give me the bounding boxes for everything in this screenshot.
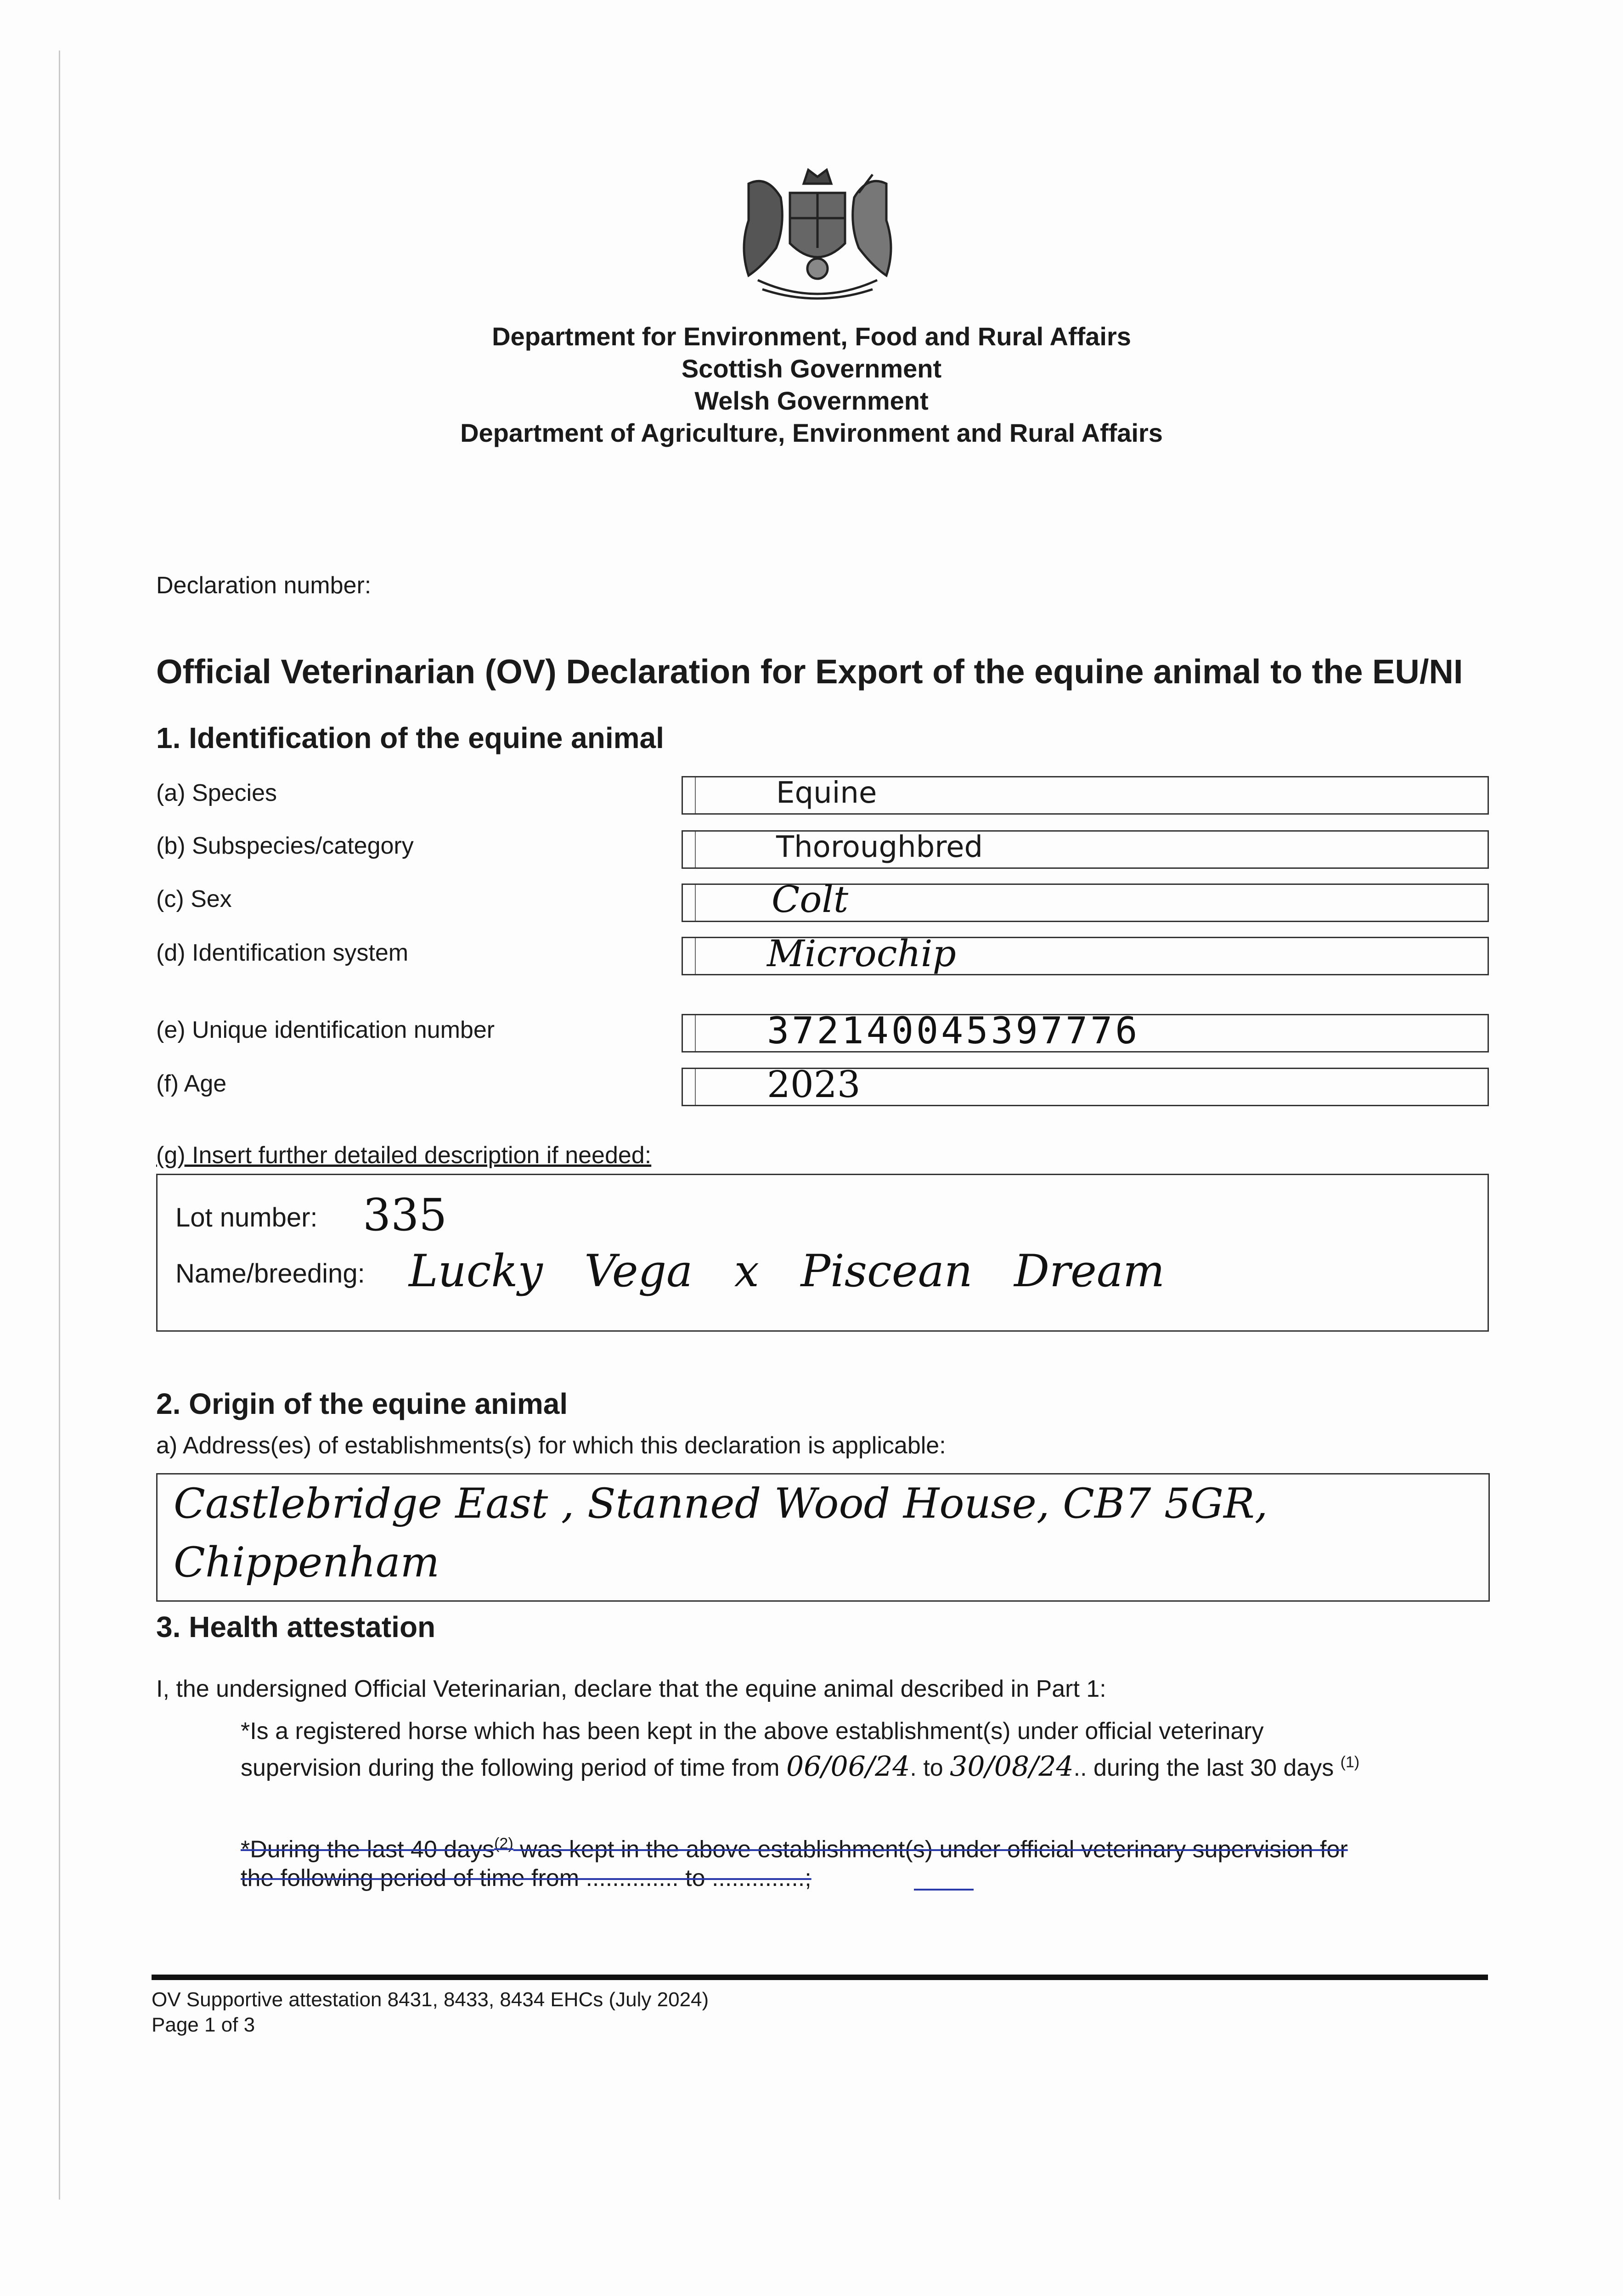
item1-superscript: (1) [1340, 1753, 1360, 1771]
date-to: 30/08/24 [950, 1750, 1074, 1783]
lot-number-label: Lot number: [175, 1203, 318, 1232]
item2-line1 [241, 1835, 1348, 1863]
item2-line1-a: *During the last 40 days [241, 1836, 495, 1863]
section3-heading: 3. Health attestation [156, 1610, 436, 1643]
uid-label: (e) Unique identification number [156, 1017, 495, 1043]
date-from: 06/06/24 [786, 1750, 910, 1783]
address-label: a) Address(es) of establishments(s) for which this declaration is applicable: [156, 1432, 946, 1459]
footer-page-number: Page 1 of 3 [152, 2014, 255, 2036]
section1-heading: 1. Identification of the equine animal [156, 721, 664, 754]
subspecies-label: (b) Subspecies/category [156, 833, 414, 859]
age-value: 2023 [767, 1063, 861, 1106]
id-system-value: Microchip [767, 932, 956, 975]
page-title: Official Veterinarian (OV) Declaration for Export of the equine animal to the EU/NI [156, 653, 1463, 691]
footer-rule [152, 1975, 1488, 1980]
header-dept-defra: Department for Environment, Food and Rural Affairs [492, 322, 1131, 351]
royal-coat-of-arms-icon [721, 156, 914, 317]
item2-line2: the following period of time from .............. to ..............; [241, 1865, 812, 1891]
item2-line1-b: was kept in the above establishment(s) under official veterinary supervision for [513, 1836, 1348, 1863]
id-system-label: (d) Identification system [156, 940, 409, 966]
item1-line2-c: .. during the last 30 days [1073, 1755, 1334, 1781]
species-value: Equine [776, 776, 877, 810]
strikeout-pen-line [914, 1889, 974, 1891]
subspecies-value: Thoroughbred [776, 830, 983, 864]
item1-line2 [241, 1750, 1359, 1783]
species-label: (a) Species [156, 780, 277, 806]
sex-label: (c) Sex [156, 886, 232, 912]
address-line-1: Castlebridge East , Stanned Wood House, CB7 5GR, [174, 1480, 1268, 1528]
header-dept-scottish: Scottish Government [681, 354, 942, 383]
declaration-number-label: Declaration number: [156, 572, 372, 599]
name-breeding-value: Lucky Vega x Piscean Dream [409, 1245, 1165, 1297]
lot-number-value: 335 [363, 1189, 447, 1241]
name-breeding-label: Name/breeding: [175, 1259, 365, 1289]
item1-line2-a: supervision during the following period of time from [241, 1755, 780, 1781]
section2-heading: 2. Origin of the equine animal [156, 1387, 568, 1420]
item2-superscript: (2) [494, 1835, 513, 1852]
address-line-2: Chippenham [174, 1538, 440, 1587]
item1-line2-b: . to [910, 1755, 943, 1781]
health-intro: I, the undersigned Official Veterinarian, declare that the equine animal described in Part 1: [156, 1676, 1106, 1702]
footer-line-1: OV Supportive attestation 8431, 8433, 8434 EHCs (July 2024) [152, 1988, 709, 2011]
sex-value: Colt [772, 878, 849, 921]
header-dept-daera: Department of Agriculture, Environment and Rural Affairs [460, 418, 1163, 447]
uid-value: 372140045397776 [767, 1009, 1140, 1052]
item1-line1: *Is a registered horse which has been kept in the above establishment(s) under official veterinary [241, 1718, 1264, 1745]
age-label: (f) Age [156, 1070, 227, 1097]
header-dept-welsh: Welsh Government [694, 386, 929, 415]
further-description-label: (g) Insert further detailed description if needed: [156, 1142, 652, 1169]
